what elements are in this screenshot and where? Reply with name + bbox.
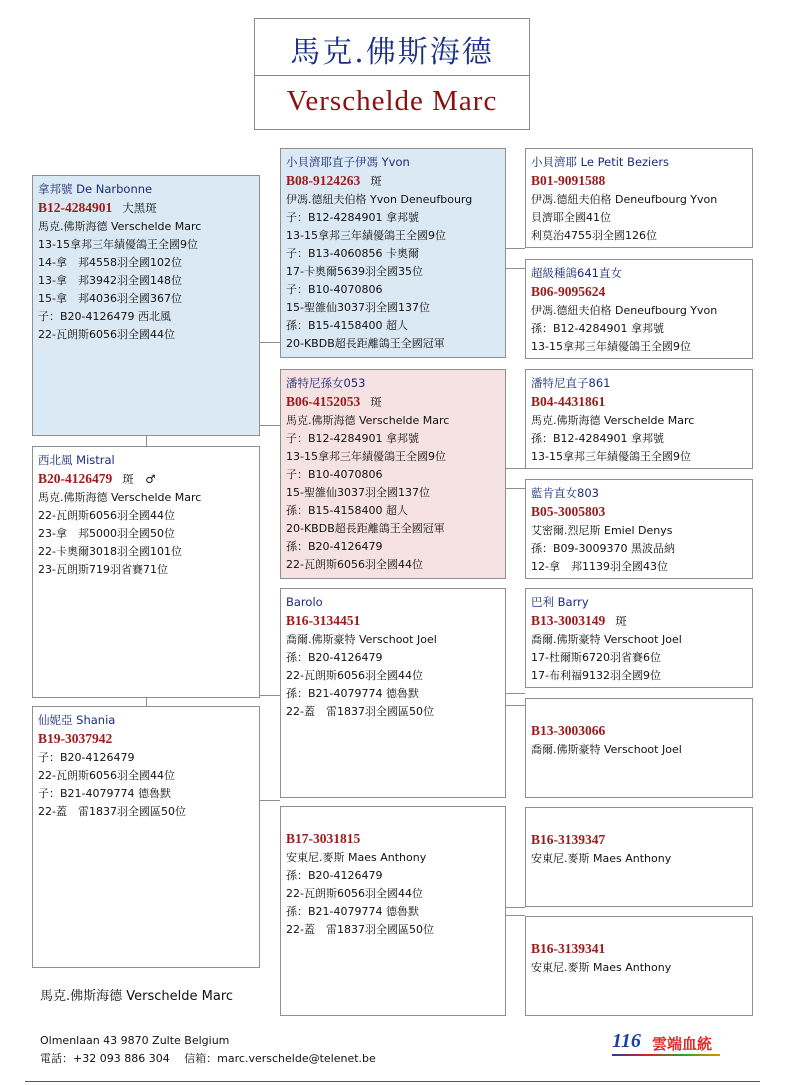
info-line: 13-15拿邦三年績優鴿王全國9位	[531, 340, 691, 353]
ring-number: B01-9091588	[531, 173, 606, 188]
connector	[506, 248, 525, 249]
info-line: 孫：B09-3009370 黑波品納	[531, 542, 675, 555]
ring-number: B06-9095624	[531, 284, 606, 299]
info-line: 22-卡奧爾3018羽全國101位	[38, 545, 182, 558]
info-line: 22-瓦朗斯6056羽全國44位	[286, 887, 423, 900]
info-line: 馬克.佛斯海德 Verschelde Marc	[286, 414, 450, 427]
info-line: 17-杜爾斯6720羽省賽6位	[531, 651, 661, 664]
ring-number: B17-3031815	[286, 831, 361, 846]
pigeon-name: 潘特尼直子861	[531, 376, 611, 390]
info-line: 子：B13-4060856 卡奧爾	[286, 247, 419, 260]
info-line: 馬克.佛斯海德 Verschelde Marc	[531, 414, 695, 427]
pigeon-card-grandsire	[280, 148, 506, 358]
pigeon-name: 拿邦號 De Narbonne	[38, 182, 153, 196]
ring-number: B05-3005803	[531, 504, 606, 519]
info-line: 子：B20-4126479	[38, 751, 135, 764]
info-line: 子：B20-4126479 西北風	[38, 310, 171, 323]
connector	[506, 468, 525, 469]
info-line: 子：B10-4070806	[286, 283, 383, 296]
info-line: 17-卡奧爾5639羽全國35位	[286, 265, 423, 278]
ring-number: B16-3139347	[531, 832, 606, 847]
brand-logo	[612, 1030, 722, 1056]
contact-info	[40, 1032, 376, 1068]
info-line: 伊馮.德紐夫伯格 Deneufbourg Yvon	[531, 304, 718, 317]
info-line: 安東尼.麥斯 Maes Anthony	[286, 851, 427, 864]
info-line: 子：B12-4284901 拿邦號	[286, 211, 419, 224]
info-line: 孫：B12-4284901 拿邦號	[531, 322, 664, 335]
ring-number: B16-3139341	[531, 941, 606, 956]
info-line: 馬克.佛斯海德 Verschelde Marc	[38, 220, 202, 233]
pigeon-name: 巴利 Barry	[531, 595, 589, 609]
pigeon-name: 潘特尼孫女053	[286, 376, 366, 390]
pigeon-color: 斑	[370, 174, 382, 188]
phone-email-line: 電話：+32 093 886 304 信箱：marc.verschelde@telenet.be	[40, 1052, 376, 1065]
connector	[260, 425, 280, 426]
title-divider	[255, 75, 529, 76]
pigeon-name: 小貝濟耶 Le Petit Beziers	[531, 155, 670, 169]
pigeon-card-gen3-8	[525, 916, 753, 1016]
info-line: 孫：B20-4126479	[286, 651, 383, 664]
pigeon-card-grandsire-dam-side	[280, 588, 506, 798]
info-line: 13-15拿邦三年績優鴿王全國9位	[531, 450, 691, 463]
pigeon-card-gen3-3	[525, 369, 753, 469]
address-line: Olmenlaan 43 9870 Zulte Belgium	[40, 1034, 230, 1047]
pigeon-card-subject	[32, 446, 260, 698]
title-chinese: 馬克.佛斯海德	[290, 35, 494, 70]
info-line: 23-瓦朗斯719羽省賽71位	[38, 563, 168, 576]
pigeon-name: 仙妮亞 Shania	[38, 713, 116, 727]
info-line: 13-15拿邦三年績優鴿王全國9位	[38, 238, 198, 251]
ring-number: B06-4152053 斑	[286, 394, 382, 409]
info-line: 22-瓦朗斯6056羽全國44位	[38, 509, 175, 522]
logo-underline	[612, 1054, 720, 1056]
connector	[506, 693, 525, 694]
info-line: 22-蓋 雷1837羽全國區50位	[286, 705, 434, 718]
ring-number: B04-4431861	[531, 394, 606, 409]
info-line: 13-拿 邦3942羽全國148位	[38, 274, 182, 287]
pigeon-color: 斑	[370, 395, 382, 409]
connector	[260, 800, 280, 801]
ring-number: B13-3003066	[531, 723, 606, 738]
info-line: 貝濟耶全國41位	[531, 211, 611, 224]
info-line: 喬爾.佛斯豪特 Verschoot Joel	[531, 743, 682, 756]
pigeon-card-dam	[32, 706, 260, 968]
info-line: 馬克.佛斯海德 Verschelde Marc	[38, 491, 202, 504]
ring-number: B13-3003149 斑	[531, 613, 627, 628]
info-line: 13-15拿邦三年績優鴿王全國9位	[286, 450, 446, 463]
info-line: 15-聖雒仙3037羽全國137位	[286, 301, 430, 314]
ring-number: B08-9124263 斑	[286, 173, 382, 188]
logo-number: 116	[612, 1030, 641, 1052]
connector	[146, 436, 147, 446]
info-line: 子：B21-4079774 德魯默	[38, 787, 171, 800]
info-line: 孫：B15-4158400 超人	[286, 319, 408, 332]
info-line: 22-蓋 雷1837羽全國區50位	[286, 923, 434, 936]
info-line: 孫：B15-4158400 超人	[286, 504, 408, 517]
logo-text: 雲端血統	[652, 1035, 713, 1053]
info-line: 喬爾.佛斯豪特 Verschoot Joel	[286, 633, 437, 646]
pigeon-name: 超級種鴿641直女	[531, 266, 622, 280]
info-line: 伊馮.德紐夫伯格 Deneufbourg Yvon	[531, 193, 718, 206]
info-line: 14-拿 邦4558羽全國102位	[38, 256, 182, 269]
pigeon-card-gen3-5	[525, 588, 753, 688]
info-line: 22-瓦朗斯6056羽全國44位	[38, 328, 175, 341]
info-line: 艾密爾.烈尼斯 Emiel Denys	[531, 524, 673, 537]
info-line: 17-布利福9132羽全國9位	[531, 669, 661, 682]
pigeon-card-gen3-1	[525, 148, 753, 248]
pigeon-color: 斑	[615, 614, 627, 628]
info-line: 22-蓋 雷1837羽全國區50位	[38, 805, 186, 818]
info-line: 12-拿 邦1139羽全國43位	[531, 560, 668, 573]
pigeon-name: Barolo	[286, 595, 323, 609]
title-english: Verschelde Marc	[286, 85, 498, 117]
info-line: 22-瓦朗斯6056羽全國44位	[286, 558, 423, 571]
ring-number: B19-3037942	[38, 731, 113, 746]
info-line: 22-瓦朗斯6056羽全國44位	[286, 669, 423, 682]
connector	[506, 488, 525, 489]
ring-number: B16-3134451	[286, 613, 361, 628]
pigeon-card-granddam-dam-side	[280, 806, 506, 1016]
pigeon-color: 大黑斑	[122, 201, 157, 215]
pigeon-name: 西北風 Mistral	[38, 453, 115, 467]
info-line: 子：B10-4070806	[286, 468, 383, 481]
info-line: 喬爾.佛斯豪特 Verschoot Joel	[531, 633, 682, 646]
pigeon-card-gen3-2	[525, 259, 753, 359]
connector	[260, 695, 280, 696]
info-line: 23-拿 邦5000羽全國50位	[38, 527, 175, 540]
info-line: 20-KBDB超長距離鴿王全國冠軍	[286, 337, 445, 350]
info-line: 22-瓦朗斯6056羽全國44位	[38, 769, 175, 782]
info-line: 孫：B20-4126479	[286, 869, 383, 882]
pigeon-card-granddam	[280, 369, 506, 579]
title-box	[254, 18, 530, 130]
pigeon-card-gen3-4	[525, 479, 753, 579]
pigeon-card-gen3-6	[525, 698, 753, 798]
ring-number: B20-4126479 斑 ♂	[38, 471, 156, 486]
info-line: 子：B12-4284901 拿邦號	[286, 432, 419, 445]
pigeon-card-sire	[32, 175, 260, 436]
info-line: 孫：B12-4284901 拿邦號	[531, 432, 664, 445]
ring-number: B12-4284901 大黑斑	[38, 200, 157, 215]
info-line: 20-KBDB超長距離鴿王全國冠軍	[286, 522, 445, 535]
connector	[260, 342, 280, 343]
pigeon-name: 藍肯直女803	[531, 486, 599, 500]
info-line: 孫：B21-4079774 德魯默	[286, 687, 419, 700]
connector	[506, 915, 525, 916]
pigeon-color: 斑 ♂	[122, 472, 156, 486]
info-line: 安東尼.麥斯 Maes Anthony	[531, 852, 672, 865]
info-line: 13-15拿邦三年績優鴿王全國9位	[286, 229, 446, 242]
pigeon-name: 小貝濟耶直子伊馮 Yvon	[286, 155, 410, 169]
connector	[506, 907, 525, 908]
connector	[146, 698, 147, 706]
pigeon-card-gen3-7	[525, 807, 753, 907]
bottom-divider	[25, 1081, 760, 1082]
connector	[506, 705, 525, 706]
info-line: 孫：B21-4079774 德魯默	[286, 905, 419, 918]
owner-signature: 馬克.佛斯海德 Verschelde Marc	[40, 989, 234, 1004]
connector	[506, 268, 525, 269]
info-line: 15-聖雒仙3037羽全國137位	[286, 486, 430, 499]
info-line: 孫：B20-4126479	[286, 540, 383, 553]
info-line: 15-拿 邦4036羽全國367位	[38, 292, 182, 305]
info-line: 伊馮.德紐夫伯格 Yvon Deneufbourg	[286, 193, 473, 206]
info-line: 安東尼.麥斯 Maes Anthony	[531, 961, 672, 974]
info-line: 利莫治4755羽全國126位	[531, 229, 657, 242]
